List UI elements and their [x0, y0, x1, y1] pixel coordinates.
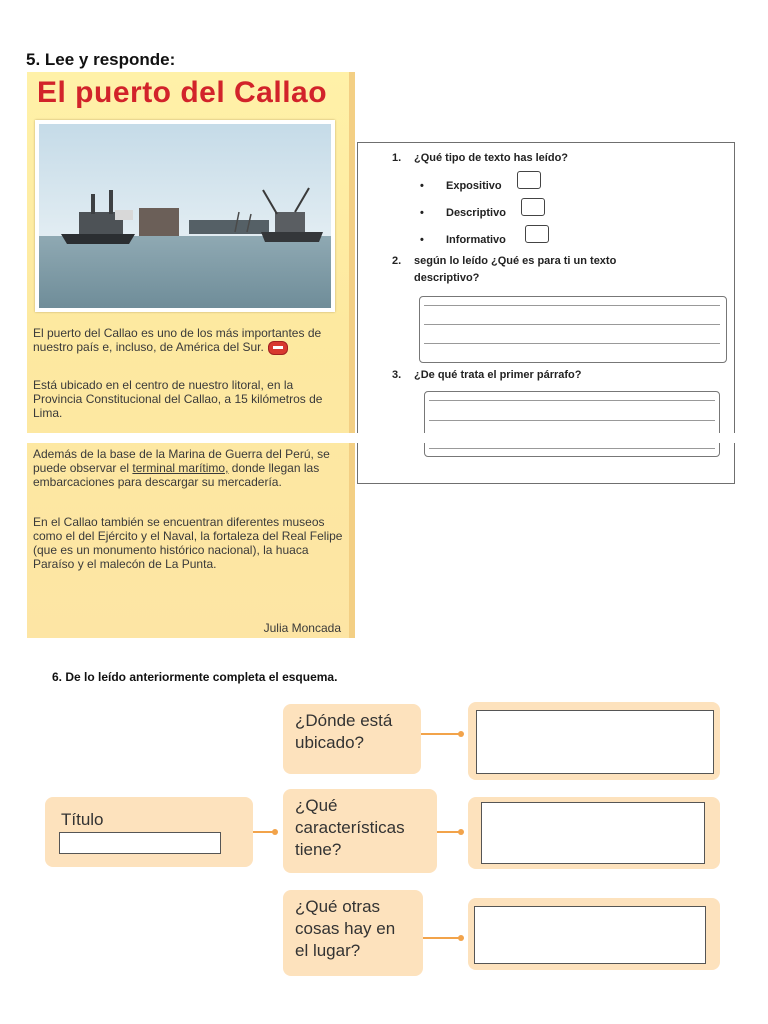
question-2-text: según lo leído ¿Qué es para ti un texto descriptivo? — [414, 255, 617, 284]
question-1-text: ¿Qué tipo de texto has leído? — [414, 152, 569, 164]
bullet: • — [420, 180, 424, 192]
connector — [423, 937, 461, 939]
paragraph-3-start: Además de la base de la Marina de Guerra del Perú, se puede observar el — [33, 447, 330, 475]
answer-line — [429, 400, 715, 401]
question-2-number: 2. — [392, 255, 402, 267]
reading-card — [27, 72, 355, 638]
answer-box-3[interactable] — [424, 391, 720, 457]
connector-dot — [458, 731, 464, 737]
option-label: Expositivo — [446, 180, 502, 192]
option-label: Descriptivo — [446, 207, 506, 219]
question-3-number: 3. — [392, 369, 402, 381]
scheme-answer-box-2 — [468, 797, 720, 869]
connector-dot — [458, 935, 464, 941]
paragraph-1-text: El puerto del Callao es uno de los más importantes de nuestro país e, incluso, de América del Sur. — [33, 326, 322, 354]
scheme-question-otras-cosas: ¿Qué otras cosas hay en el lugar? — [283, 890, 423, 976]
scheme-question-ubicacion: ¿Dónde está ubicado? — [283, 704, 421, 774]
connector — [421, 733, 461, 735]
answer-line — [424, 343, 720, 344]
checkbox-expositivo[interactable] — [517, 171, 541, 189]
answer-line — [424, 305, 720, 306]
paragraph-2: Está ubicado en el centro de nuestro litoral, en la Provincia Constitucional del Callao, a 15 kilómetros de Lima. — [33, 378, 323, 420]
scheme-answer-box-1 — [468, 702, 720, 780]
answer-input-1[interactable] — [476, 710, 714, 774]
scheme-question-caracteristicas: ¿Qué características tiene? — [283, 789, 437, 873]
option-informativo — [420, 234, 620, 250]
paragraph-3-end: donde llegan las embarcaciones para descargar su mercadería. — [33, 461, 320, 489]
section-heading-6: 6. De lo leído anteriormente completa el esquema. — [52, 670, 338, 684]
answer-line — [429, 420, 715, 421]
reading-title: El puerto del Callao — [37, 76, 328, 109]
answer-input-3[interactable] — [474, 906, 706, 964]
port-photo — [35, 120, 335, 312]
paragraph-4: En el Callao también se encuentran diferentes museos como el del Ejército y el Naval, la fortaleza del Real Felipe (que es un monumento histórico nacional), la huaca Paraíso y el malecón de La Punta. — [33, 515, 343, 571]
option-descriptivo — [420, 207, 620, 223]
scheme-title-label: Título — [61, 810, 104, 829]
scheme-answer-box-3 — [468, 898, 720, 970]
answer-box-2[interactable] — [419, 296, 727, 363]
title-input[interactable] — [59, 832, 221, 854]
question-1-number: 1. — [392, 152, 402, 164]
bullet: • — [420, 207, 424, 219]
answer-input-2[interactable] — [481, 802, 705, 864]
connector-dot — [272, 829, 278, 835]
answer-line — [429, 448, 715, 449]
paragraph-3 — [33, 447, 343, 489]
author: Julia Moncada — [263, 621, 341, 635]
scheme-title-box — [45, 797, 253, 867]
answer-line — [424, 324, 720, 325]
checkbox-descriptivo[interactable] — [521, 198, 545, 216]
checkbox-informativo[interactable] — [525, 225, 549, 243]
page-gap — [0, 433, 768, 443]
question-3-text: ¿De qué trata el primer párrafo? — [414, 369, 582, 381]
connector-dot — [458, 829, 464, 835]
paragraph-1 — [33, 326, 343, 355]
stop-sign-icon — [268, 341, 288, 355]
section-heading: 5. Lee y responde: — [26, 50, 176, 69]
bullet: • — [420, 234, 424, 246]
option-label: Informativo — [446, 234, 506, 246]
terminal-maritimo-link: terminal marítimo, — [132, 461, 229, 475]
